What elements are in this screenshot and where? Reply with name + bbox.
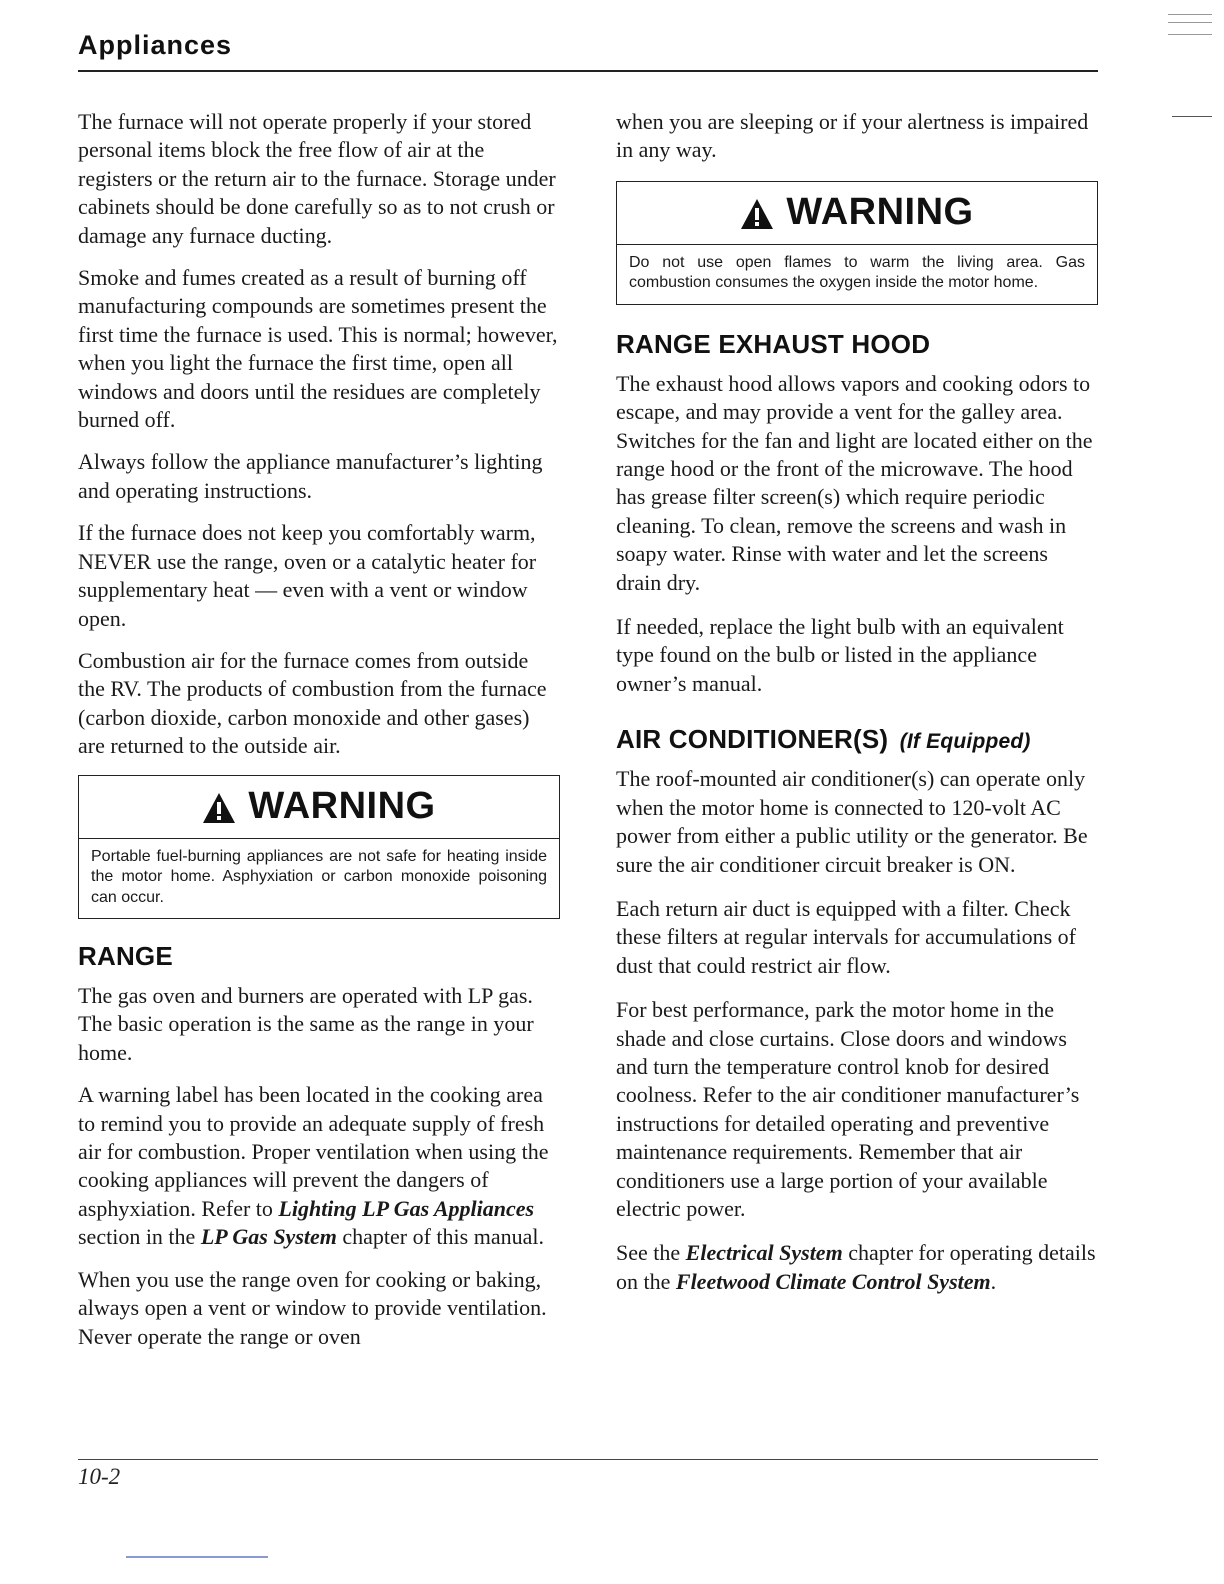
paragraph: The furnace will not operate properly if your stored personal items block the free flow of air at the registers or the return air to the furnace. Storage under cabinets should be done carefully so as to not crush or damage any furnace ducting. bbox=[78, 109, 556, 248]
paragraph: For best performance, park the motor home in the shade and close curtains. Close doors and windows and turn the temperature control knob for desired coolness. Refer to the air conditioner manufacturer’s instructions for detailed operating and preventive maintenance requirements. Remember that air conditioners use a large portion of your available electric power. bbox=[616, 997, 1080, 1221]
section-heading-range: RANGE bbox=[78, 941, 173, 972]
warning-text: Do not use open flames to warm the living area. Gas combustion consumes the oxygen inside the motor home. bbox=[629, 253, 1085, 292]
warning-triangle-icon bbox=[740, 198, 774, 230]
page-header-title: Appliances bbox=[78, 30, 233, 60]
chapter-reference: LP Gas System bbox=[200, 1224, 337, 1250]
paragraph: If the furnace does not keep you comfortably warm, NEVER use the range, oven or a catalytic heater for supplementary heat — even with a vent or window open. bbox=[78, 520, 537, 631]
header-rule bbox=[78, 70, 1098, 72]
paragraph: Each return air duct is equipped with a filter. Check these filters at regular intervals for accumulations of dust that could restrict air flow. bbox=[616, 895, 1076, 978]
paragraph: The exhaust hood allows vapors and cooking odors to escape, and may provide a vent for the galley area. Switches for the fan and light are located either on the range hood or the front of the microwave. The hood has grease filter screen(s) which require periodic cleaning. To clean, remove the screens and wash in soapy water. Rinse with water and let the screens drain dry. bbox=[616, 370, 1093, 595]
scan-mark bbox=[126, 1556, 268, 1558]
section-heading-air-conditioners bbox=[616, 724, 1098, 755]
text-run: . bbox=[990, 1268, 997, 1294]
scan-mark bbox=[1168, 14, 1212, 15]
system-reference: Fleetwood Climate Control System bbox=[675, 1268, 991, 1294]
heading-qualifier: (If Equipped) bbox=[899, 730, 1031, 754]
text-run: chapter of this manual. bbox=[336, 1224, 544, 1250]
text-run: chapter for operating details on the bbox=[616, 1240, 1096, 1294]
paragraph: Smoke and fumes created as a result of burning off manufacturing compounds are sometimes present the first time the furnace is used. This is normal; however, when you light the furnace the first time, open all windows and doors until the residues are completely burned off. bbox=[78, 265, 558, 433]
scan-mark bbox=[1168, 22, 1212, 23]
scan-mark bbox=[1168, 34, 1212, 35]
warning-text: Portable fuel-burning appliances are not safe for heating inside the motor home. Asphyxiation or carbon monoxide poisoning can occur. bbox=[91, 847, 547, 906]
warning-triangle-icon bbox=[202, 792, 236, 824]
paragraph: If needed, replace the light bulb with an equivalent type found on the bulb or listed in the appliance owner’s manual. bbox=[616, 614, 1064, 696]
paragraph bbox=[78, 1081, 560, 1251]
paragraph: The gas oven and burners are operated with LP gas. The basic operation is the same as the range in your home. bbox=[78, 983, 534, 1065]
text-run: See the bbox=[616, 1240, 686, 1266]
left-column bbox=[78, 108, 560, 1365]
section-reference: Lighting LP Gas Appliances bbox=[278, 1195, 535, 1221]
scan-mark bbox=[1172, 116, 1212, 117]
warning-box bbox=[78, 775, 560, 920]
page-number: 10-2 bbox=[78, 1464, 121, 1489]
paragraph bbox=[616, 1239, 1098, 1296]
section-heading-range-exhaust-hood: RANGE EXHAUST HOOD bbox=[616, 328, 931, 359]
paragraph: Always follow the appliance manufacturer’s lighting and operating instructions. bbox=[78, 449, 543, 503]
footer-rule bbox=[78, 1459, 1098, 1460]
paragraph: The roof-mounted air conditioner(s) can operate only when the motor home is connected to 120-volt AC power from either a public utility or the generator. Be sure the air conditioner circuit breaker is ON. bbox=[616, 766, 1088, 877]
paragraph: Combustion air for the furnace comes from outside the RV. The products of combustion from the furnace (carbon dioxide, carbon monoxide and other gases) are returned to the outside air. bbox=[78, 647, 547, 759]
warning-header bbox=[79, 776, 559, 839]
warning-box bbox=[616, 181, 1098, 305]
paragraph: when you are sleeping or if your alertness is impaired in any way. bbox=[616, 109, 1089, 163]
text-run: section in the bbox=[78, 1224, 201, 1250]
chapter-reference: Electrical System bbox=[685, 1240, 843, 1266]
warning-header bbox=[617, 182, 1097, 245]
warning-title: WARNING bbox=[786, 191, 974, 234]
warning-title: WARNING bbox=[248, 785, 436, 828]
text-run: A warning label has been located in the cooking area to remind you to provide an adequate supply of fresh air for combustion. Proper ventilation when using the cooking appliances will prevent the dangers of asphyxiation. Refer to bbox=[78, 1082, 549, 1221]
right-column bbox=[616, 108, 1098, 1312]
heading-text: AIR CONDITIONER(S) bbox=[616, 724, 889, 755]
paragraph: When you use the range oven for cooking or baking, always open a vent or window to provide ventilation. Never operate the range or oven bbox=[78, 1266, 547, 1349]
